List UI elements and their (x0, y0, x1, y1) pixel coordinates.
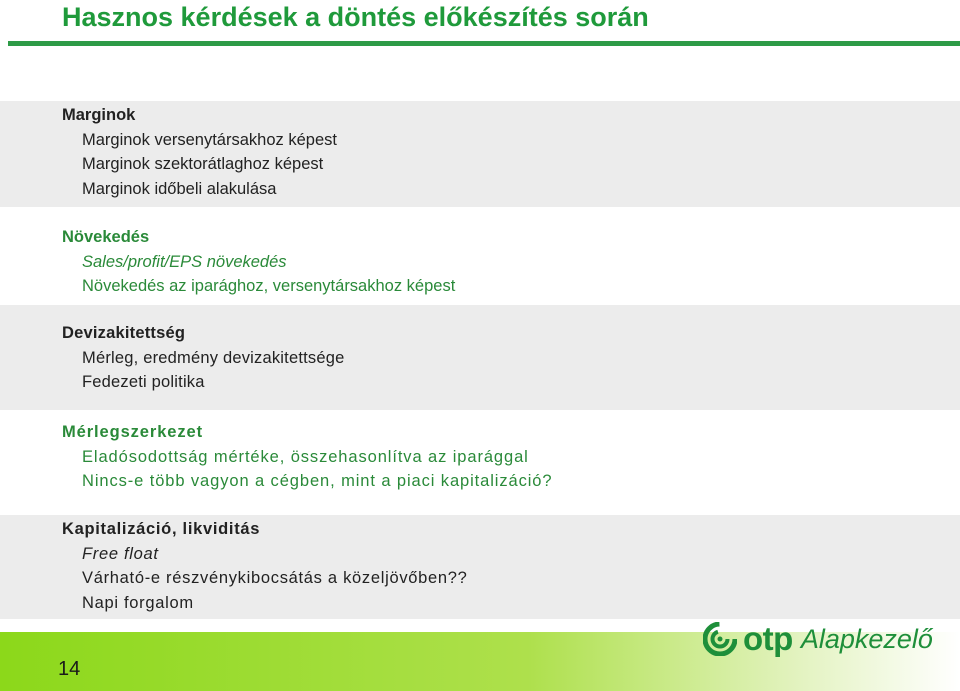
section-merlegszerkezet (62, 420, 552, 494)
section-heading: Devizakitettség (62, 324, 186, 342)
section-heading: Marginok (62, 106, 136, 124)
section-devizakitettseg (62, 321, 344, 395)
section-heading: Mérlegszerkezet (62, 423, 203, 441)
section-heading: Növekedés (62, 228, 150, 246)
section-novekedes (62, 225, 455, 299)
list-item: Eladósodottság mértéke, összehasonlítva az iparággal (82, 447, 529, 466)
otp-logo (703, 617, 933, 661)
list-item: Free float (82, 544, 159, 563)
otp-swirl-logo-icon (703, 622, 737, 656)
list-item: Napi forgalom (82, 593, 194, 612)
list-item: Marginok időbeli alakulása (82, 179, 277, 198)
list-item: Sales/profit/EPS növekedés (82, 252, 287, 271)
list-item: Nincs-e több vagyon a cégben, mint a piaci kapitalizáció? (82, 472, 553, 490)
list-item: Fedezeti politika (82, 373, 205, 391)
section-heading: Kapitalizáció, likviditás (62, 520, 261, 538)
logo-brand: otp (743, 620, 793, 657)
page-title: Hasznos kérdések a döntés előkészítés során (62, 2, 649, 32)
page-number: 14 (58, 658, 81, 680)
list-item: Marginok szektorátlaghoz képest (82, 155, 324, 173)
logo-suffix: Alapkezelő (800, 623, 933, 654)
list-item: Várható-e részvénykibocsátás a közeljövőben?? (82, 569, 468, 587)
title-divider (8, 41, 960, 46)
section-kapitalizacio (62, 517, 468, 615)
list-item: Növekedés az iparághoz, versenytársakhoz képest (82, 277, 456, 295)
list-item: Mérleg, eredmény devizakitettsége (82, 348, 345, 367)
list-item: Marginok versenytársakhoz képest (82, 130, 337, 149)
section-marginok (62, 103, 337, 201)
